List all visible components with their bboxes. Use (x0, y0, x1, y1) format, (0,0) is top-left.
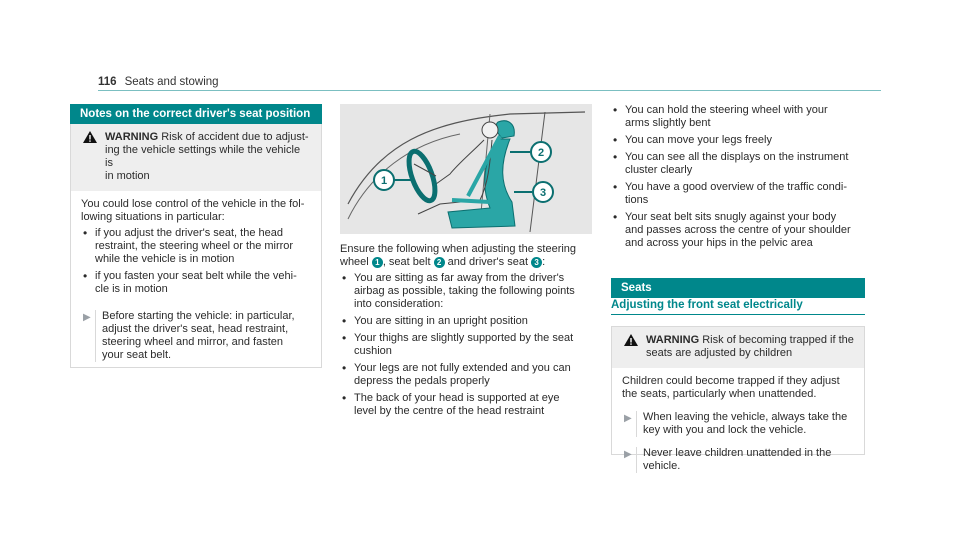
action-arrow-icon: ▶ (624, 413, 632, 424)
driver-position-illustration (340, 104, 592, 234)
warning-body: Children could become trapped if they adjust the seats, particularly when unattended. (622, 375, 840, 400)
page-number: 116 (98, 76, 117, 88)
action-arrow-icon: ▶ (83, 312, 91, 323)
warning-label: WARNING (646, 334, 700, 346)
posture-list-continued (611, 104, 865, 254)
seat-figure-graphic (340, 104, 592, 234)
callout-badge: 3 (531, 257, 542, 268)
adjustment-instructions: Ensure the following when adjusting the steering wheel 1 , seat belt 2 and driver's seat 3 : • You are sitting as far away from the driver's airbag as possible, taking the following points into consideration: • You are sitting in an upright position • Your thighs are slightly supported by the seat cushion • Your legs are not fully extended and you can depress the pedals properly • The back of your head is supported at eye level by the centre of the head restraint (340, 243, 595, 422)
warning-box (611, 326, 865, 472)
callout-2 (531, 142, 551, 162)
section-title: Seats (621, 282, 652, 294)
subsection-title: Adjusting the front seat electrically (611, 299, 803, 311)
list-item: • Your seat belt sits snugly against your body and passes across the centre of your shoulder and across your hips in the pelvic area (611, 211, 865, 250)
seats-section-bar (611, 278, 865, 298)
header-divider (98, 90, 881, 91)
notes-box (70, 124, 322, 368)
action-step: ▶ Before starting the vehicle: in particular, adjust the driver's seat, head restraint, steering wheel and mirror, and fasten your seat belt. (83, 310, 295, 361)
list-item: • You have a good overview of the traffic condi- tions (611, 181, 865, 207)
callout-3 (533, 182, 553, 202)
list-item: • You are sitting as far away from the driver's airbag as possible, taking the following points into consideration: (340, 272, 595, 311)
warning-triangle-icon (624, 334, 646, 360)
page-header (98, 76, 219, 88)
warning-body: You could lose control of the vehicle in the fol- lowing situations in particular: • if you adjust the driver's seat, the head restraint, the steering wheel or the mirror while the vehicle is in motion • if you fasten your seat belt while the vehi- cle is in motion (71, 191, 321, 296)
svg-text:3: 3 (539, 187, 547, 199)
svg-text:1: 1 (380, 175, 388, 187)
callout-badge: 2 (434, 257, 445, 268)
posture-list (340, 272, 595, 418)
callout-badge: 1 (372, 257, 383, 268)
action-step: ▶ Never leave children unattended in the vehicle. (624, 447, 832, 472)
list-item: • Your thighs are slightly supported by the seat cushion (340, 332, 595, 358)
list-item: • The back of your head is supported at eye level by the centre of the head restraint (340, 392, 595, 418)
section-title: Notes on the correct driver's seat position (80, 108, 311, 120)
warning-triangle-icon (83, 131, 105, 183)
warning-label: WARNING (105, 131, 159, 143)
list-item: • You are sitting in an upright position (340, 315, 595, 328)
warning-header (612, 327, 864, 368)
list-item: • if you adjust the driver's seat, the head restraint, the steering wheel or the mirror while the vehicle is in motion (81, 227, 311, 266)
list-item: • if you fasten your seat belt while the vehi- cle is in motion (81, 270, 311, 296)
warning-text: Risk of accident due to adjust- ing the vehicle settings while the vehicle is in motion (105, 131, 309, 182)
situation-list (81, 227, 311, 296)
driver-seat-notes (70, 104, 322, 368)
subsection-divider (611, 314, 865, 315)
list-item: • You can see all the displays on the instrument cluster clearly (611, 151, 865, 177)
list-item: • Your legs are not fully extended and you can depress the pedals properly (340, 362, 595, 388)
list-item: • You can move your legs freely (611, 134, 865, 147)
svg-text:2: 2 (537, 147, 545, 159)
list-item: • You can hold the steering wheel with your arms slightly bent (611, 104, 865, 130)
callout-1 (374, 170, 394, 190)
action-step: ▶ When leaving the vehicle, always take the key with you and lock the vehicle. (624, 411, 848, 436)
section-title-bar (70, 104, 322, 124)
warning-header (71, 124, 321, 191)
warning-text: Risk of becoming trapped if the seats are adjusted by children (646, 334, 854, 359)
action-arrow-icon: ▶ (624, 449, 632, 460)
section-name: Seats and stowing (124, 76, 219, 88)
